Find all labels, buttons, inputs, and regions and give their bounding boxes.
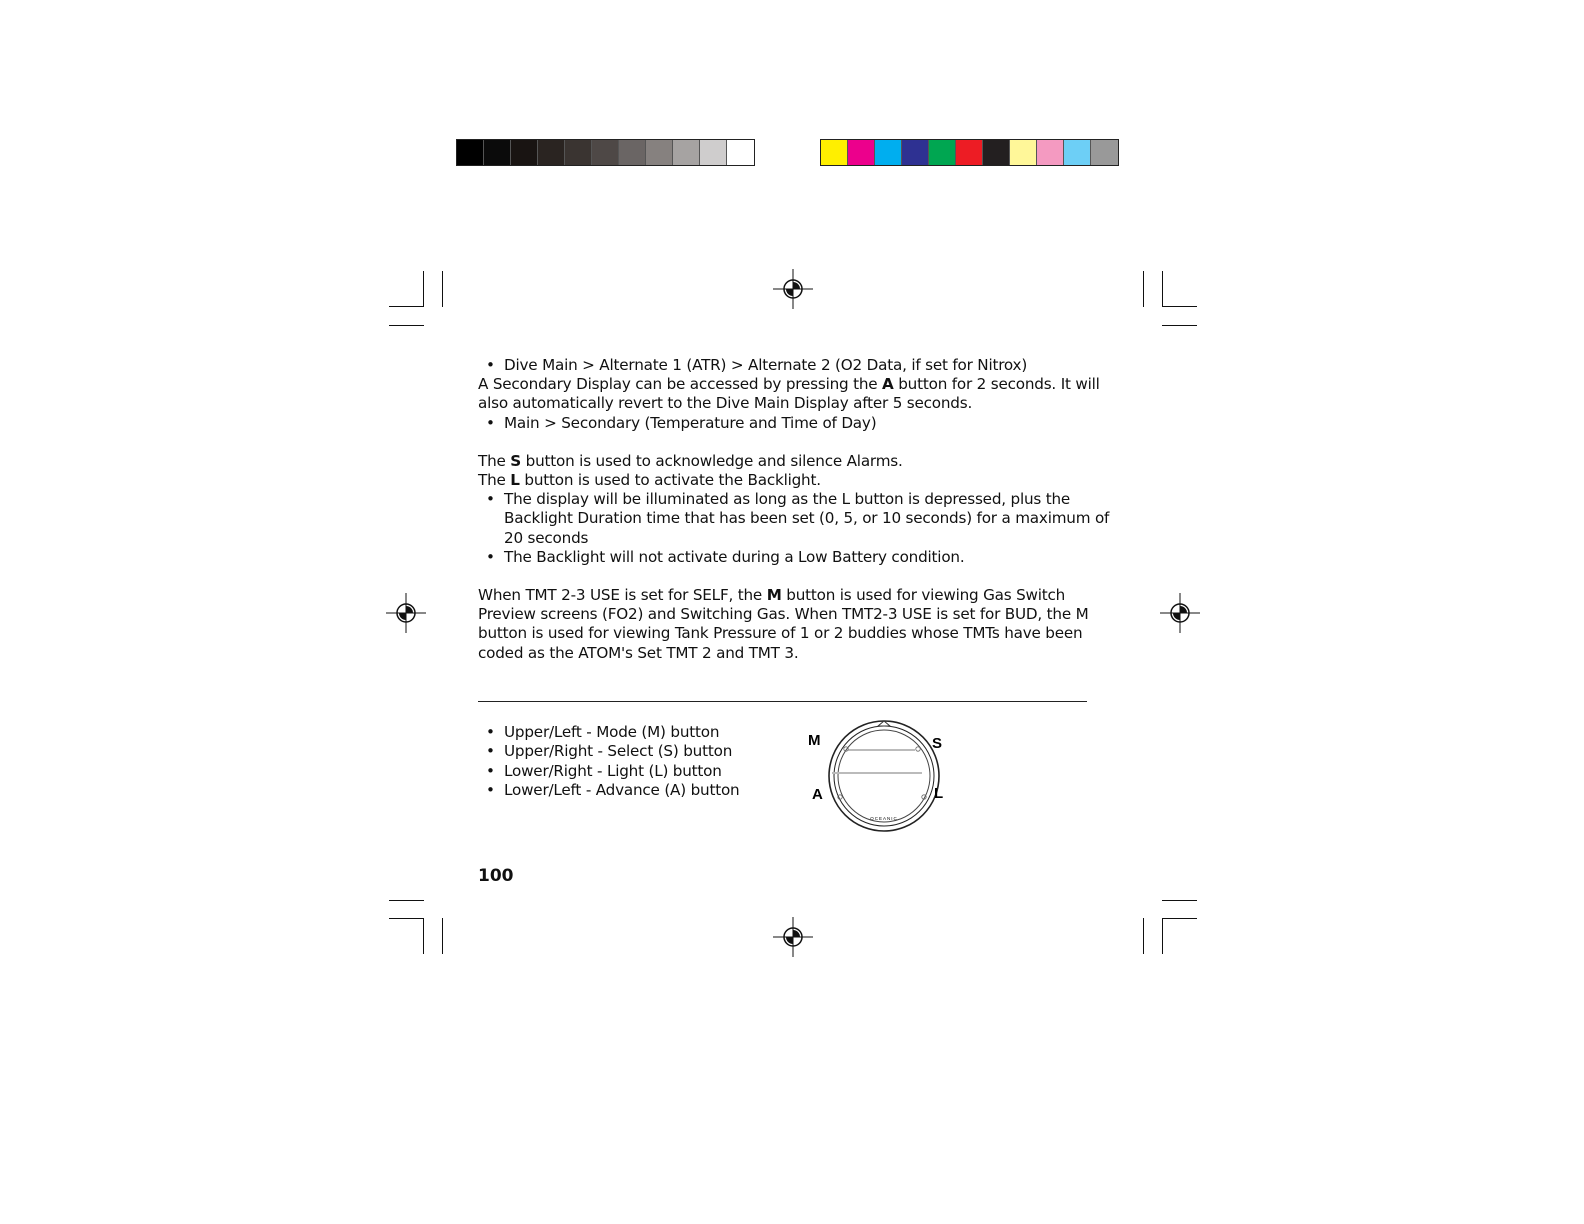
- page-number: 100: [478, 866, 514, 886]
- alternate-display-list: [478, 356, 1118, 375]
- button-key-a: A: [882, 375, 894, 394]
- text-run: button is used to acknowledge and silence Alarms.: [521, 451, 903, 470]
- list-item: • The display will be illuminated as long as the L button is depressed, plus the Backlight Duration time that has been set (0, 5, or 10 seconds) for a maximum of 20 seconds: [478, 490, 1118, 548]
- color-swatch: [1037, 140, 1064, 165]
- color-swatch: [875, 140, 902, 165]
- color-swatch: [821, 140, 848, 165]
- backlight-list: [478, 490, 1118, 567]
- list-item: • Upper/Right - Select (S) button: [478, 742, 740, 761]
- watch-illustration: [808, 722, 962, 840]
- watch-bezel: [829, 721, 939, 831]
- list-item: • Lower/Right - Light (L) button: [478, 762, 740, 781]
- text-run: button for 2 seconds. It will also automatically revert to the Dive Main Display after 5 seconds.: [478, 375, 1100, 413]
- list-item: • Dive Main > Alternate 1 (ATR) > Alternate 2 (O2 Data, if set for Nitrox): [478, 356, 1118, 375]
- list-item: • The Backlight will not activate during a Low Battery condition.: [478, 548, 1118, 567]
- secondary-display-list: [478, 414, 1118, 433]
- button-location-list: [478, 723, 740, 801]
- color-swatch: [1064, 140, 1091, 165]
- gray-swatch: [727, 140, 754, 165]
- list-item: • Lower/Left - Advance (A) button: [478, 781, 740, 800]
- gray-swatch: [592, 140, 619, 165]
- l-button-paragraph: [478, 471, 1118, 490]
- color-calibration-bar: [820, 139, 1119, 166]
- gray-swatch: [646, 140, 673, 165]
- color-swatch: [1010, 140, 1037, 165]
- gray-swatch: [700, 140, 727, 165]
- text-run: The: [478, 451, 511, 470]
- secondary-display-paragraph: [478, 375, 1118, 413]
- gray-swatch: [511, 140, 538, 165]
- color-swatch: [956, 140, 983, 165]
- s-button-paragraph: [478, 452, 1118, 471]
- secondary-display-section: [478, 375, 1118, 433]
- gray-swatch: [619, 140, 646, 165]
- color-swatch: [902, 140, 929, 165]
- text-run: button is used to activate the Backlight.: [519, 471, 821, 490]
- m-button-paragraph: [478, 586, 1118, 663]
- registration-mark-left: [386, 593, 426, 633]
- grayscale-calibration-bar: [456, 139, 755, 166]
- text-run: The: [478, 471, 511, 490]
- l-button-section: [478, 471, 1118, 567]
- gray-swatch: [565, 140, 592, 165]
- button-label-a: A: [812, 786, 823, 803]
- watch-brand-text: OCEANIC: [870, 816, 898, 821]
- text-run: A Secondary Display can be accessed by pressing the: [478, 375, 883, 394]
- list-item: • Main > Secondary (Temperature and Time of Day): [478, 414, 1118, 433]
- button-label-l: L: [934, 785, 944, 802]
- list-item: • Upper/Left - Mode (M) button: [478, 723, 740, 742]
- text-run: When TMT 2-3 USE is set for SELF, the: [478, 586, 767, 605]
- gray-swatch: [484, 140, 511, 165]
- registration-mark-bottom: [773, 917, 813, 957]
- button-key-s: S: [510, 451, 522, 470]
- registration-mark-top: [773, 269, 813, 309]
- button-key-m: M: [766, 586, 782, 605]
- gray-swatch: [538, 140, 565, 165]
- button-key-l: L: [510, 471, 520, 490]
- section-divider: [478, 701, 1087, 702]
- color-swatch: [983, 140, 1010, 165]
- text-run: button is used for viewing Gas Switch Preview screens (FO2) and Switching Gas. When TMT2-3 USE is set for BUD, the M button is used for viewing Tank Pressure of 1 or 2 buddies whose TMTs have been coded as the ATOM's Set TMT 2 and TMT 3.: [478, 586, 1089, 662]
- button-label-s: S: [932, 735, 943, 752]
- color-swatch: [929, 140, 956, 165]
- registration-mark-right: [1160, 593, 1200, 633]
- manual-body: [478, 356, 1118, 663]
- gray-swatch: [673, 140, 700, 165]
- color-swatch: [848, 140, 875, 165]
- gray-swatch: [457, 140, 484, 165]
- color-swatch: [1091, 140, 1118, 165]
- button-label-m: M: [808, 732, 821, 749]
